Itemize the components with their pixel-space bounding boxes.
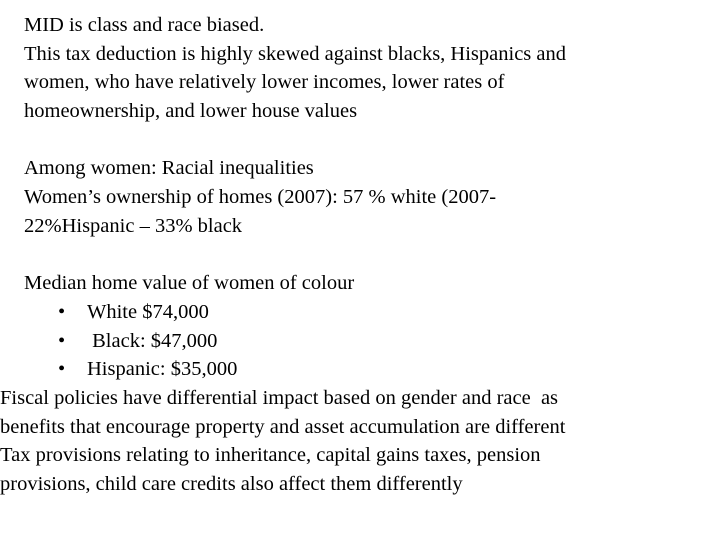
bullet-icon: • (58, 300, 66, 323)
text-line: Women’s ownership of homes (2007): 57 % white (2007- (24, 186, 497, 209)
text-line: Fiscal policies have differential impact based on gender and race as (0, 386, 559, 409)
text-line: This tax deduction is highly skewed against blacks, Hispanics and (24, 42, 567, 65)
paragraph-mid-bias (24, 11, 714, 126)
section-heading: Median home value of women of colour (24, 272, 355, 295)
text-line: benefits that encourage property and asset accumulation are different (0, 415, 566, 438)
text-line: Tax provisions relating to inheritance, capital gains taxes, pension (0, 444, 541, 467)
slide-body (0, 11, 714, 499)
paragraph-spacer (24, 241, 714, 270)
paragraph-median-home-value (0, 269, 714, 499)
bullet-icon: • (58, 329, 66, 352)
paragraph-spacer (24, 126, 714, 155)
text-line: MID is class and race biased. (24, 14, 265, 36)
bullet-item-white (24, 298, 714, 327)
text-line: Among women: Racial inequalities (24, 157, 314, 180)
text-line: provisions, child care credits also affect them differently (0, 473, 463, 495)
bullet-list (24, 298, 714, 384)
text-line: 22%Hispanic – 33% black (24, 214, 243, 237)
text-line: homeownership, and lower house values (24, 100, 358, 123)
bullet-label: White $74,000 (87, 300, 209, 323)
bullet-item-black (24, 327, 714, 356)
bullet-item-hispanic (24, 355, 714, 384)
paragraph-racial-inequalities (24, 154, 714, 240)
text-line: women, who have relatively lower incomes, lower rates of (24, 71, 505, 94)
bullet-label: Hispanic: $35,000 (87, 358, 238, 381)
bullet-icon: • (58, 358, 66, 381)
bullet-label: Black: $47,000 (87, 329, 218, 352)
